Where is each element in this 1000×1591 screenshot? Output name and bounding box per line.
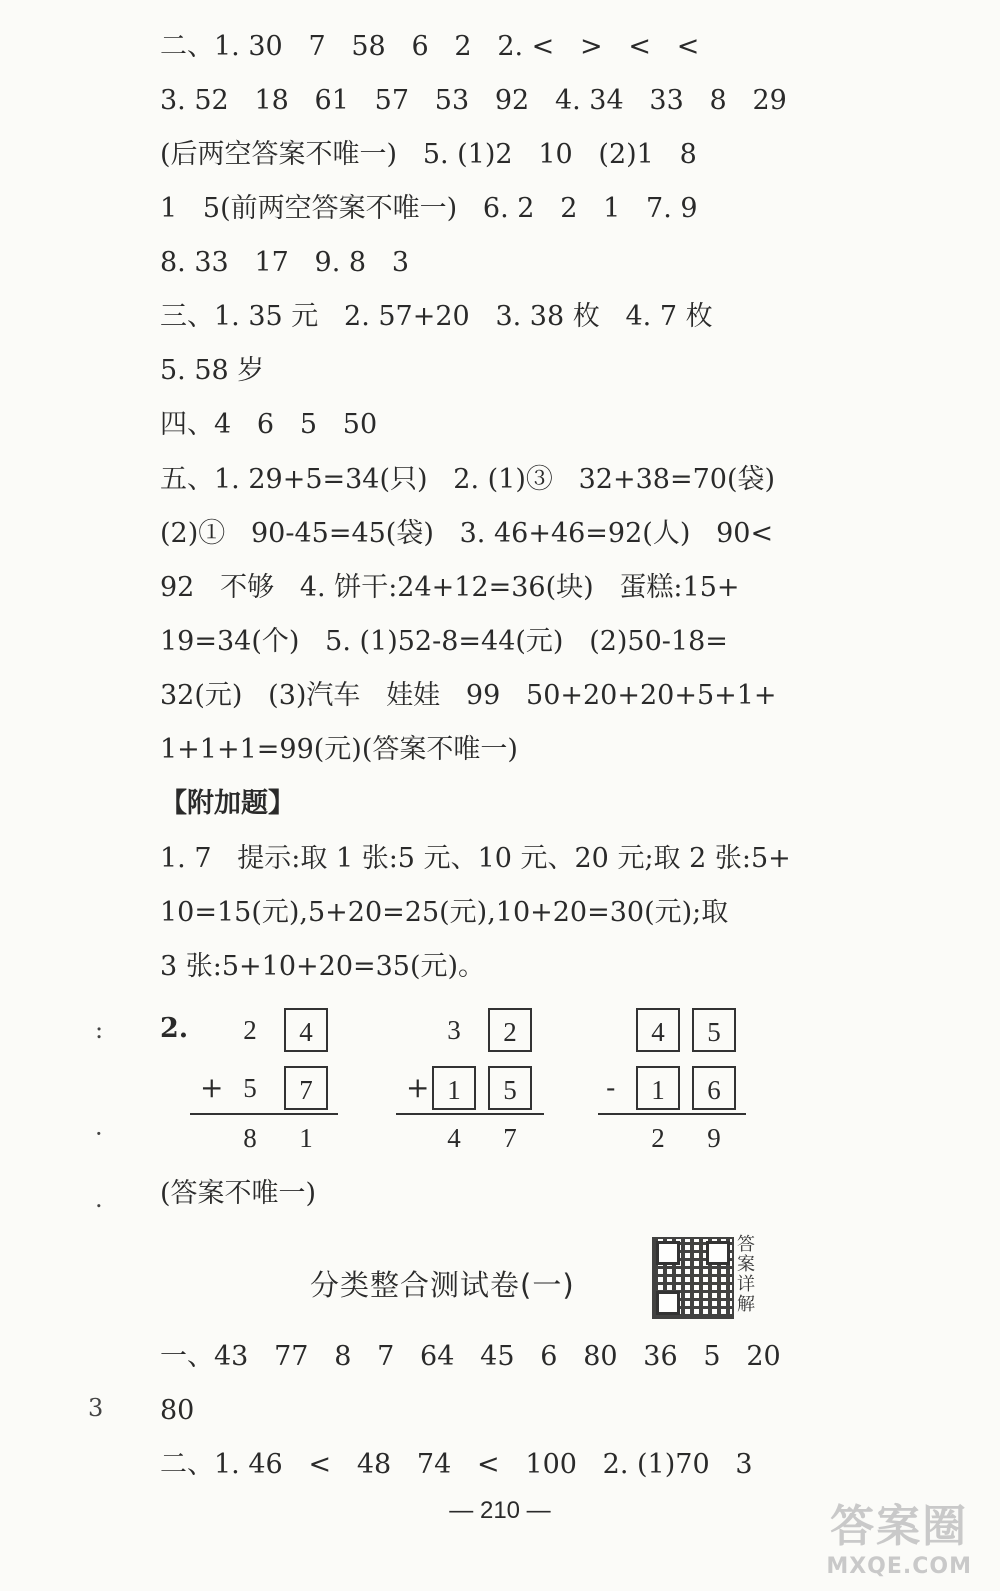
calc-digit-box: 1 [636,1066,680,1110]
calc-operator: + [200,1071,224,1104]
answer-line: 四、4 6 5 50 [160,409,378,440]
answer-line: (2)① 90-45=45(袋) 3. 46+46=92(人) 90< [160,518,774,549]
answer-line: 三、1. 35 元 2. 57+20 3. 38 枚 4. 7 枚 [160,301,713,332]
answer-line: 92 不够 4. 饼干:24+12=36(块) 蛋糕:15+ [160,572,740,603]
edge-mark: . [95,1185,103,1213]
answer-line: 1 5(前两空答案不唯一) 6. 2 2 1 7. 9 [160,193,698,224]
calc-digit-box: 1 [432,1066,476,1110]
edge-mark: : [95,1016,104,1044]
answer-line: 二、1. 30 7 58 6 2 2. < > < < [160,31,700,62]
calc-result-digit: 9 [707,1123,721,1153]
answer-line: 五、1. 29+5=34(只) 2. (1)③ 32+38=70(袋) [160,464,776,495]
calc-digit-box: 4 [636,1008,680,1052]
qr-label: 答案详解 [737,1234,755,1315]
calc-digit-box: 5 [692,1008,736,1052]
calc-result-digit: 8 [243,1123,257,1153]
qr-corner [656,1291,680,1315]
answer-note: (答案不唯一) [160,1178,317,1209]
answer-line: (后两空答案不唯一) 5. (1)2 10 (2)1 8 [160,139,697,170]
answer-line: 19=34(个) 5. (1)52-8=44(元) (2)50-18= [160,626,728,657]
answer-line: 二、1. 46 < 48 74 < 100 2. (1)70 3 [160,1449,753,1480]
qr-corner [656,1241,680,1265]
edge-mark: 3 [88,1394,104,1422]
answer-line: 1+1+1=99(元)(答案不唯一) [160,734,518,765]
calc-digit: 5 [243,1073,257,1103]
watermark-url: MXQE.COM [826,1554,972,1579]
calc-digit-box: 2 [488,1008,532,1052]
answer-line: 32(元) (3)汽车 娃娃 99 50+20+20+5+1+ [160,680,777,711]
bonus-heading: 【附加题】 [160,788,295,819]
question-number: 2. [160,1013,189,1044]
qr-code[interactable] [652,1237,734,1319]
calc-digit-box: 5 [488,1066,532,1110]
page-number: — 210 — [449,1497,551,1524]
watermark-logo [826,1490,972,1579]
edge-mark: · [95,1120,103,1148]
calc-rule [190,1113,338,1115]
answer-line: 5. 58 岁 [160,355,265,386]
calc-digit: 3 [447,1015,461,1045]
calc-digit-box: 7 [284,1066,328,1110]
calc-operator: - [606,1071,616,1104]
answer-line: 一、43 77 8 7 64 45 6 80 36 5 20 [160,1341,781,1372]
calc-digit-box: 6 [692,1066,736,1110]
calc-operator: + [406,1071,430,1104]
calc-result-digit: 4 [447,1123,461,1153]
answer-line: 80 [160,1395,195,1426]
answer-line: 8. 33 17 9. 8 3 [160,247,409,278]
vertical-addition-1 [190,1008,340,1153]
vertical-addition-2 [396,1008,546,1153]
calc-rule [396,1113,544,1115]
watermark-text: 答案圈 [830,1501,969,1552]
answer-line: 1. 7 提示:取 1 张:5 元、10 元、20 元;取 2 张:5+ [160,843,791,874]
calc-result-digit: 2 [651,1123,665,1153]
calc-result-digit: 7 [503,1123,517,1153]
answer-line: 10=15(元),5+20=25(元),10+20=30(元);取 [160,897,729,928]
answer-line: 3. 52 18 61 57 53 92 4. 34 33 8 29 [160,85,787,116]
answer-line: 3 张:5+10+20=35(元)。 [160,951,486,982]
qr-corner [706,1241,730,1265]
calc-rule [598,1113,746,1115]
section-title: 分类整合测试卷(一) [310,1268,575,1302]
calc-digit-box: 4 [284,1008,328,1052]
calc-result-digit: 1 [299,1123,313,1153]
vertical-subtraction [598,1008,748,1153]
calc-digit: 2 [243,1015,257,1045]
